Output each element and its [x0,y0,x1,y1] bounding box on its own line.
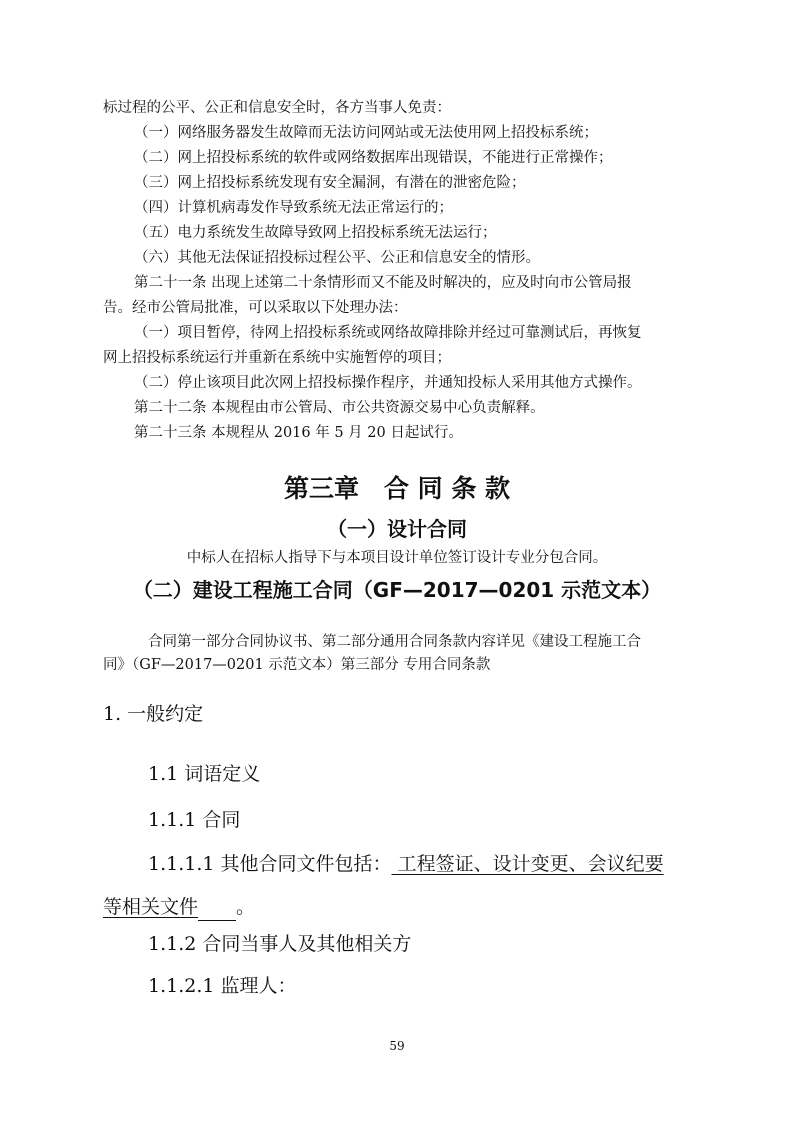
section-title-construction-contract: （二）建设工程施工合同（GF—2017—0201 示范文本） [132,578,662,602]
list-item: （五）电力系统发生故障导致网上招投标系统无法运行； [134,225,497,241]
paragraph-line: 合同第一部分合同协议书、第二部分通用合同条款内容详见《建设工程施工合 [148,634,641,650]
clause-label: 1.1.1.1 其他合同文件包括： [148,853,392,875]
section-title-design-contract: （一）设计合同 [327,517,467,541]
filled-blank [392,853,664,875]
list-item: （六）其他无法保证招投标过程公平、公正和信息安全的情形。 [134,250,540,266]
clause-end: 。 [236,896,256,918]
clause-1-1-1-1 [148,850,664,878]
list-item: （三）网上招投标系统发现有安全漏洞，有潜在的泄密危险； [134,175,526,191]
list-item: （四）计算机病毒发作导致系统无法正常运行的； [134,200,453,216]
article-21: 第二十一条 出现上述第二十条情形而又不能及时解决的，应及时向市公管局报 [134,275,632,291]
chapter-title: 第三章 合 同 条 款 [283,474,511,503]
blank-underline [198,898,236,921]
article-22: 第二十二条 本规程由市公管局、市公共资源交易中心负责解释。 [134,400,545,416]
clause-1-1-1: 1.1.1 合同 [148,809,241,831]
filled-value-continued: 等相关文件 [103,896,199,918]
filled-value: 工程签证、设计变更、会议纪要 [397,853,664,875]
paragraph-line: 告。经市公管局批准，可以采取以下处理办法： [103,300,408,316]
clause-1-1-1-1-continued [103,893,255,921]
article-23: 第二十三条 本规程从 2016 年 5 月 20 日起试行。 [134,425,463,441]
clause-1-1-2-1: 1.1.2.1 监理人： [148,975,297,997]
section-text: 中标人在招标人指导下与本项目设计单位签订设计专业分包合同。 [186,550,608,566]
list-item: （二）网上招投标系统的软件或网络数据库出现错误，不能进行正常操作； [134,150,613,166]
page-number: 59 [389,1039,405,1053]
list-item: （二）停止该项目此次网上招投标操作程序，并通知投标人采用其他方式操作。 [134,375,642,391]
list-item: （一）网络服务器发生故障而无法访问网站或无法使用网上招投标系统； [134,125,598,141]
paragraph-line: 网上招投标系统运行并重新在系统中实施暂停的项目； [103,350,451,366]
paragraph-line: 同》（GF—2017—0201 示范文本）第三部分 专用合同条款 [103,657,491,673]
paragraph-line: 标过程的公平、公正和信息安全时，各方当事人免责： [103,100,451,116]
list-item: （一）项目暂停，待网上招投标系统或网络故障排除并经过可靠测试后，再恢复 [134,325,642,341]
clause-1: 1. 一般约定 [103,703,204,725]
clause-1-1-2: 1.1.2 合同当事人及其他相关方 [148,933,412,955]
clause-1-1: 1.1 词语定义 [148,763,261,785]
